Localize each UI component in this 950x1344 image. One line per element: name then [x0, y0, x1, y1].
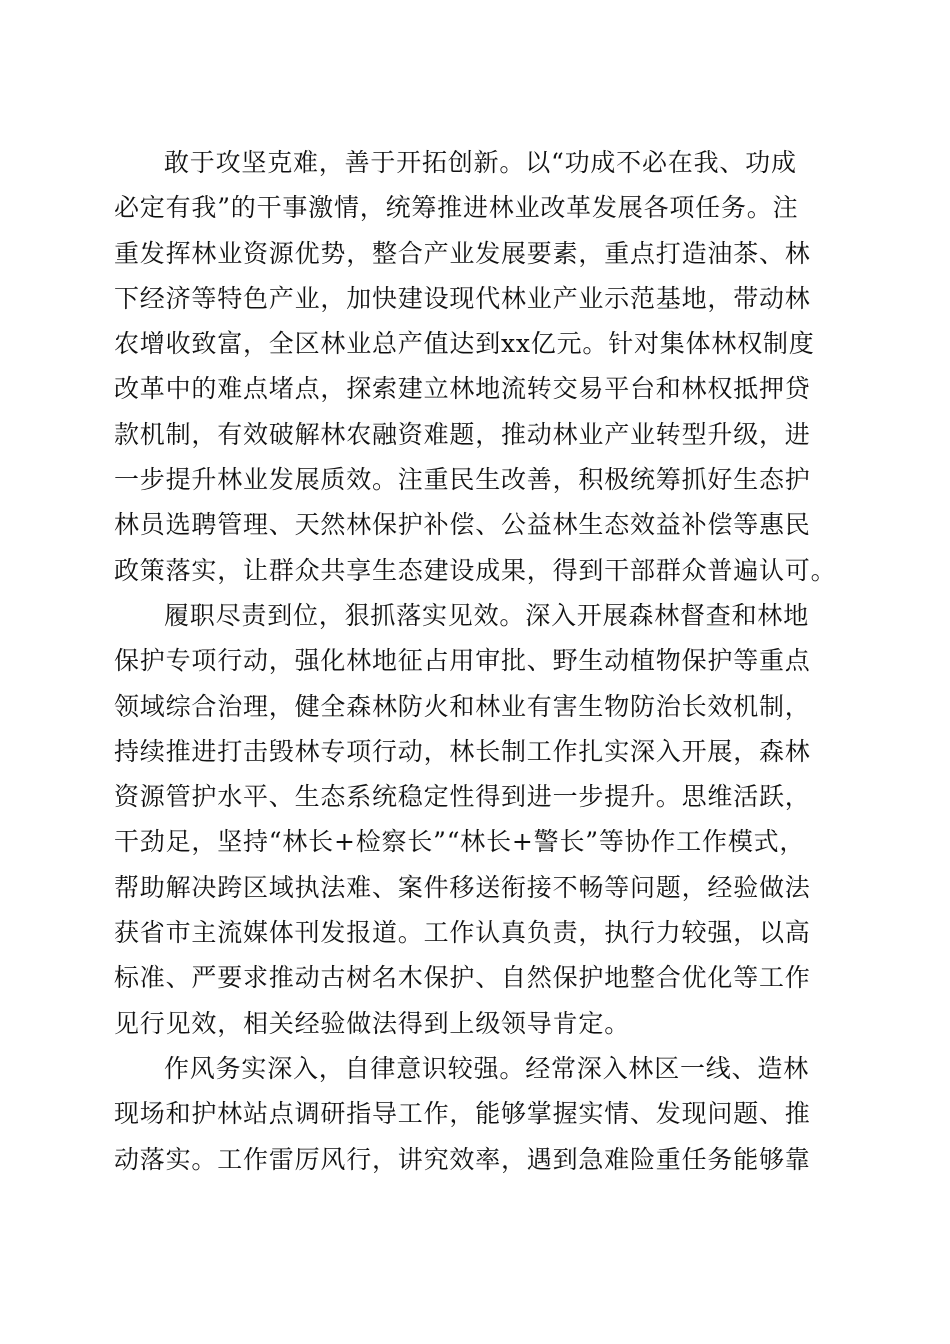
- text-line: 持续推进打击毁林专项行动，林长制工作扎实深入开展，森林: [114, 736, 811, 766]
- text-line: 领域综合治理，健全森林防火和林业有害生物防治长效机制，: [114, 691, 811, 721]
- text-line: 重发挥林业资源优势，整合产业发展要素，重点打造油茶、林: [114, 238, 811, 268]
- text-line: 款机制，有效破解林农融资难题，推动林业产业转型升级，进: [114, 419, 811, 449]
- text-line: 动落实。工作雷厉风行，讲究效率，遇到急难险重任务能够靠: [114, 1144, 811, 1174]
- text-line: 林员选聘管理、天然林保护补偿、公益林生态效益补偿等惠民: [114, 510, 811, 540]
- text-line: 干劲足，坚持“林长+检察长”“林长+警长”等协作工作模式，: [114, 827, 806, 857]
- text-line: 改革中的难点堵点，探索建立林地流转交易平台和林权抵押贷: [114, 374, 811, 404]
- text-line: 下经济等特色产业，加快建设现代林业产业示范基地，带动林: [114, 283, 811, 313]
- text-line: 必定有我”的干事激情，统筹推进林业改革发展各项任务。注: [114, 193, 799, 223]
- text-line: 一步提升林业发展质效。注重民生改善，积极统筹抓好生态护: [114, 465, 811, 495]
- text-line: 见行见效，相关经验做法得到上级领导肯定。: [114, 1008, 631, 1038]
- text-line: 资源管护水平、生态系统稳定性得到进一步提升。思维活跃，: [114, 782, 811, 812]
- text-line: 政策落实，让群众共享生态建设成果，得到干部群众普遍认可。: [114, 555, 837, 585]
- text-line: 敢于攻坚克难，善于开拓创新。以“功成不必在我、功成: [164, 148, 797, 177]
- text-line: 作风务实深入，自律意识较强。经常深入林区一线、造林: [164, 1053, 810, 1083]
- text-line: 标准、严要求推动古树名木保护、自然保护地整合优化等工作: [114, 963, 811, 993]
- paragraph-work-style: [114, 1046, 836, 1182]
- text-line: 帮助解决跨区域执法难、案件移送衔接不畅等问题，经验做法: [114, 872, 811, 902]
- document-body: [114, 140, 836, 1182]
- text-line: 保护专项行动，强化林地征占用审批、野生动植物保护等重点: [114, 646, 811, 676]
- text-line: 履职尽责到位，狠抓落实见效。深入开展森林督查和林地: [164, 600, 810, 630]
- paragraph-innovation: [114, 140, 836, 593]
- paragraph-implementation: [114, 593, 836, 1046]
- text-line: 现场和护林站点调研指导工作，能够掌握实情、发现问题、推: [114, 1099, 811, 1129]
- text-line: 获省市主流媒体刊发报道。工作认真负责，执行力较强，以高: [114, 918, 811, 948]
- text-line: 农增收致富，全区林业总产值达到xx亿元。针对集体林权制度: [114, 329, 815, 359]
